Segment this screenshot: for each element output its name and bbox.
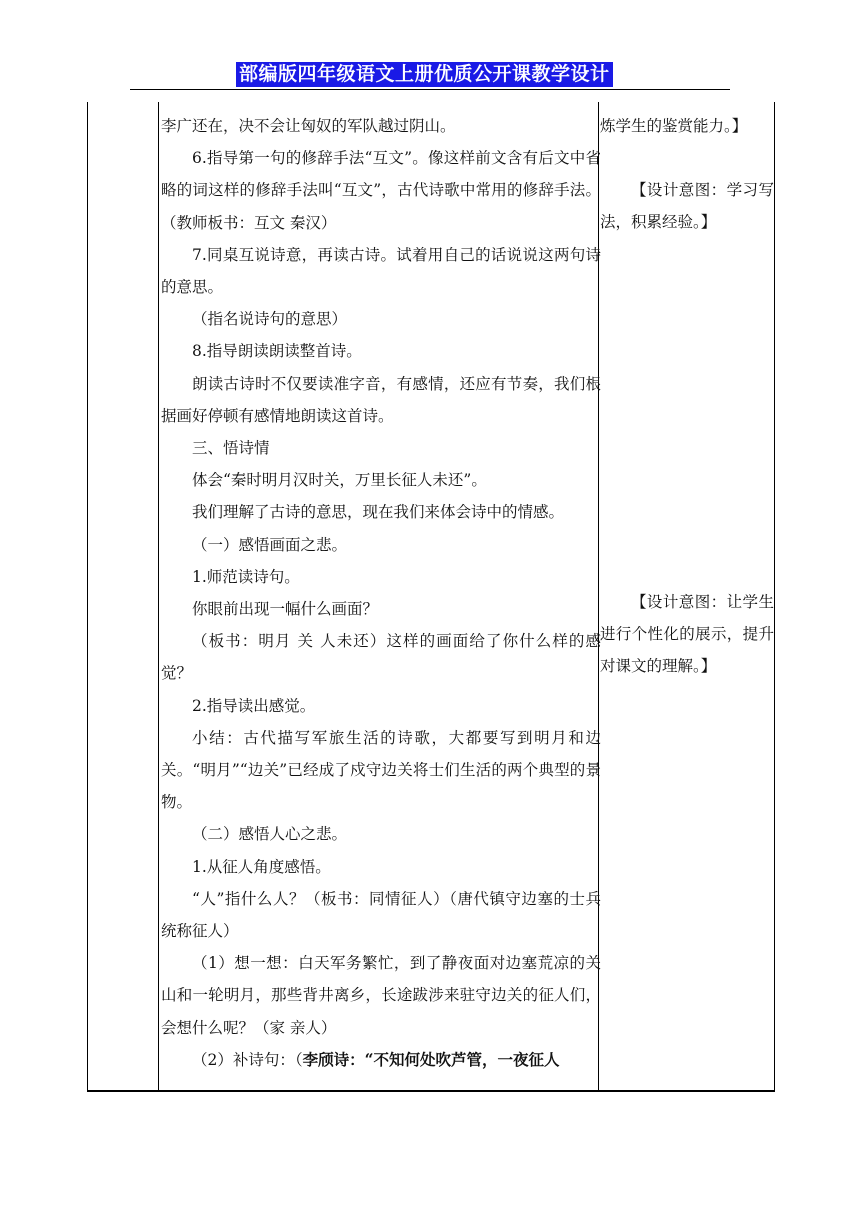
subsection-heading: （一）感悟画面之悲。 [192, 535, 348, 554]
subsection-heading: （二）感悟人心之悲。 [192, 825, 348, 844]
design-note: 【设计意图：学习写法，积累经验。】 [600, 181, 774, 232]
section-heading: 三、悟诗情 [192, 439, 270, 458]
text-line: 李广还在，决不会让匈奴的军队越过阴山。 [161, 117, 456, 135]
table-border-bottom [87, 1090, 775, 1092]
header-divider [130, 89, 730, 90]
quoted-poem-bold: 李颀诗：“不知何处吹芦管，一夜征人 [302, 1049, 560, 1069]
text-line: 朗读古诗时不仅要读准字音，有感情，还应有节奏，我们根据画好停顿有感情地朗读这首诗。 [161, 374, 601, 425]
text-line: （1）想一想：白天军务繁忙，到了静夜面对边塞荒凉的关山和一轮明月，那些背井离乡，长途跋涉来驻守边关的征人们，会想什么呢？（家 亲人） [161, 954, 601, 1037]
design-note: 【设计意图：让学生进行个性化的展示，提升对课文的理解。】 [600, 593, 774, 676]
text-line: 6.指导第一句的修辞手法“互文”。像这样前文含有后文中省略的词这样的修辞手法叫“互文”，古代诗歌中常用的修辞手法。（教师板书：互文 秦汉） [161, 149, 601, 232]
design-note: 炼学生的鉴赏能力。】 [600, 117, 748, 135]
text-line-last [161, 1044, 601, 1076]
text-line: “人”指什么人？（板书：同情征人）（唐代镇守边塞的士兵统称征人） [161, 889, 601, 941]
lesson-table [87, 102, 775, 1092]
text-line: 1.从征人角度感悟。 [192, 857, 331, 876]
text-line: 2.指导读出感觉。 [192, 696, 316, 715]
document-header-title: 部编版四年级语文上册优质公开课教学设计 [236, 62, 613, 87]
text-prefix: （2）补诗句：（ [192, 1050, 303, 1069]
text-line: （板书：明月 关 人未还）这样的画面给了你什么样的感觉？ [161, 632, 601, 683]
text-line: 小结：古代描写军旅生活的诗歌，大都要写到明月和边关。“明月”“边关”已经成了戍守边关将士们生活的两个典型的景物。 [161, 728, 601, 812]
text-line: （指名说诗句的意思） [192, 310, 348, 329]
table-border-left [87, 102, 88, 1092]
text-line: 我们理解了古诗的意思，现在我们来体会诗中的情感。 [192, 503, 565, 522]
teaching-process-column [161, 110, 601, 1076]
text-line: 体会“秦时明月汉时关，万里长征人未还”。 [192, 471, 487, 490]
text-line: 你眼前出现一幅什么画面？ [192, 600, 379, 619]
text-line: 1.师范读诗句。 [192, 567, 300, 586]
text-line: 8.指导朗读朗读整首诗。 [192, 342, 362, 361]
text-line: 7.同桌互说诗意，再读古诗。试着用自己的话说说这两句诗的意思。 [161, 245, 601, 297]
table-border-right [774, 102, 775, 1092]
table-column-divider-1 [158, 102, 159, 1092]
